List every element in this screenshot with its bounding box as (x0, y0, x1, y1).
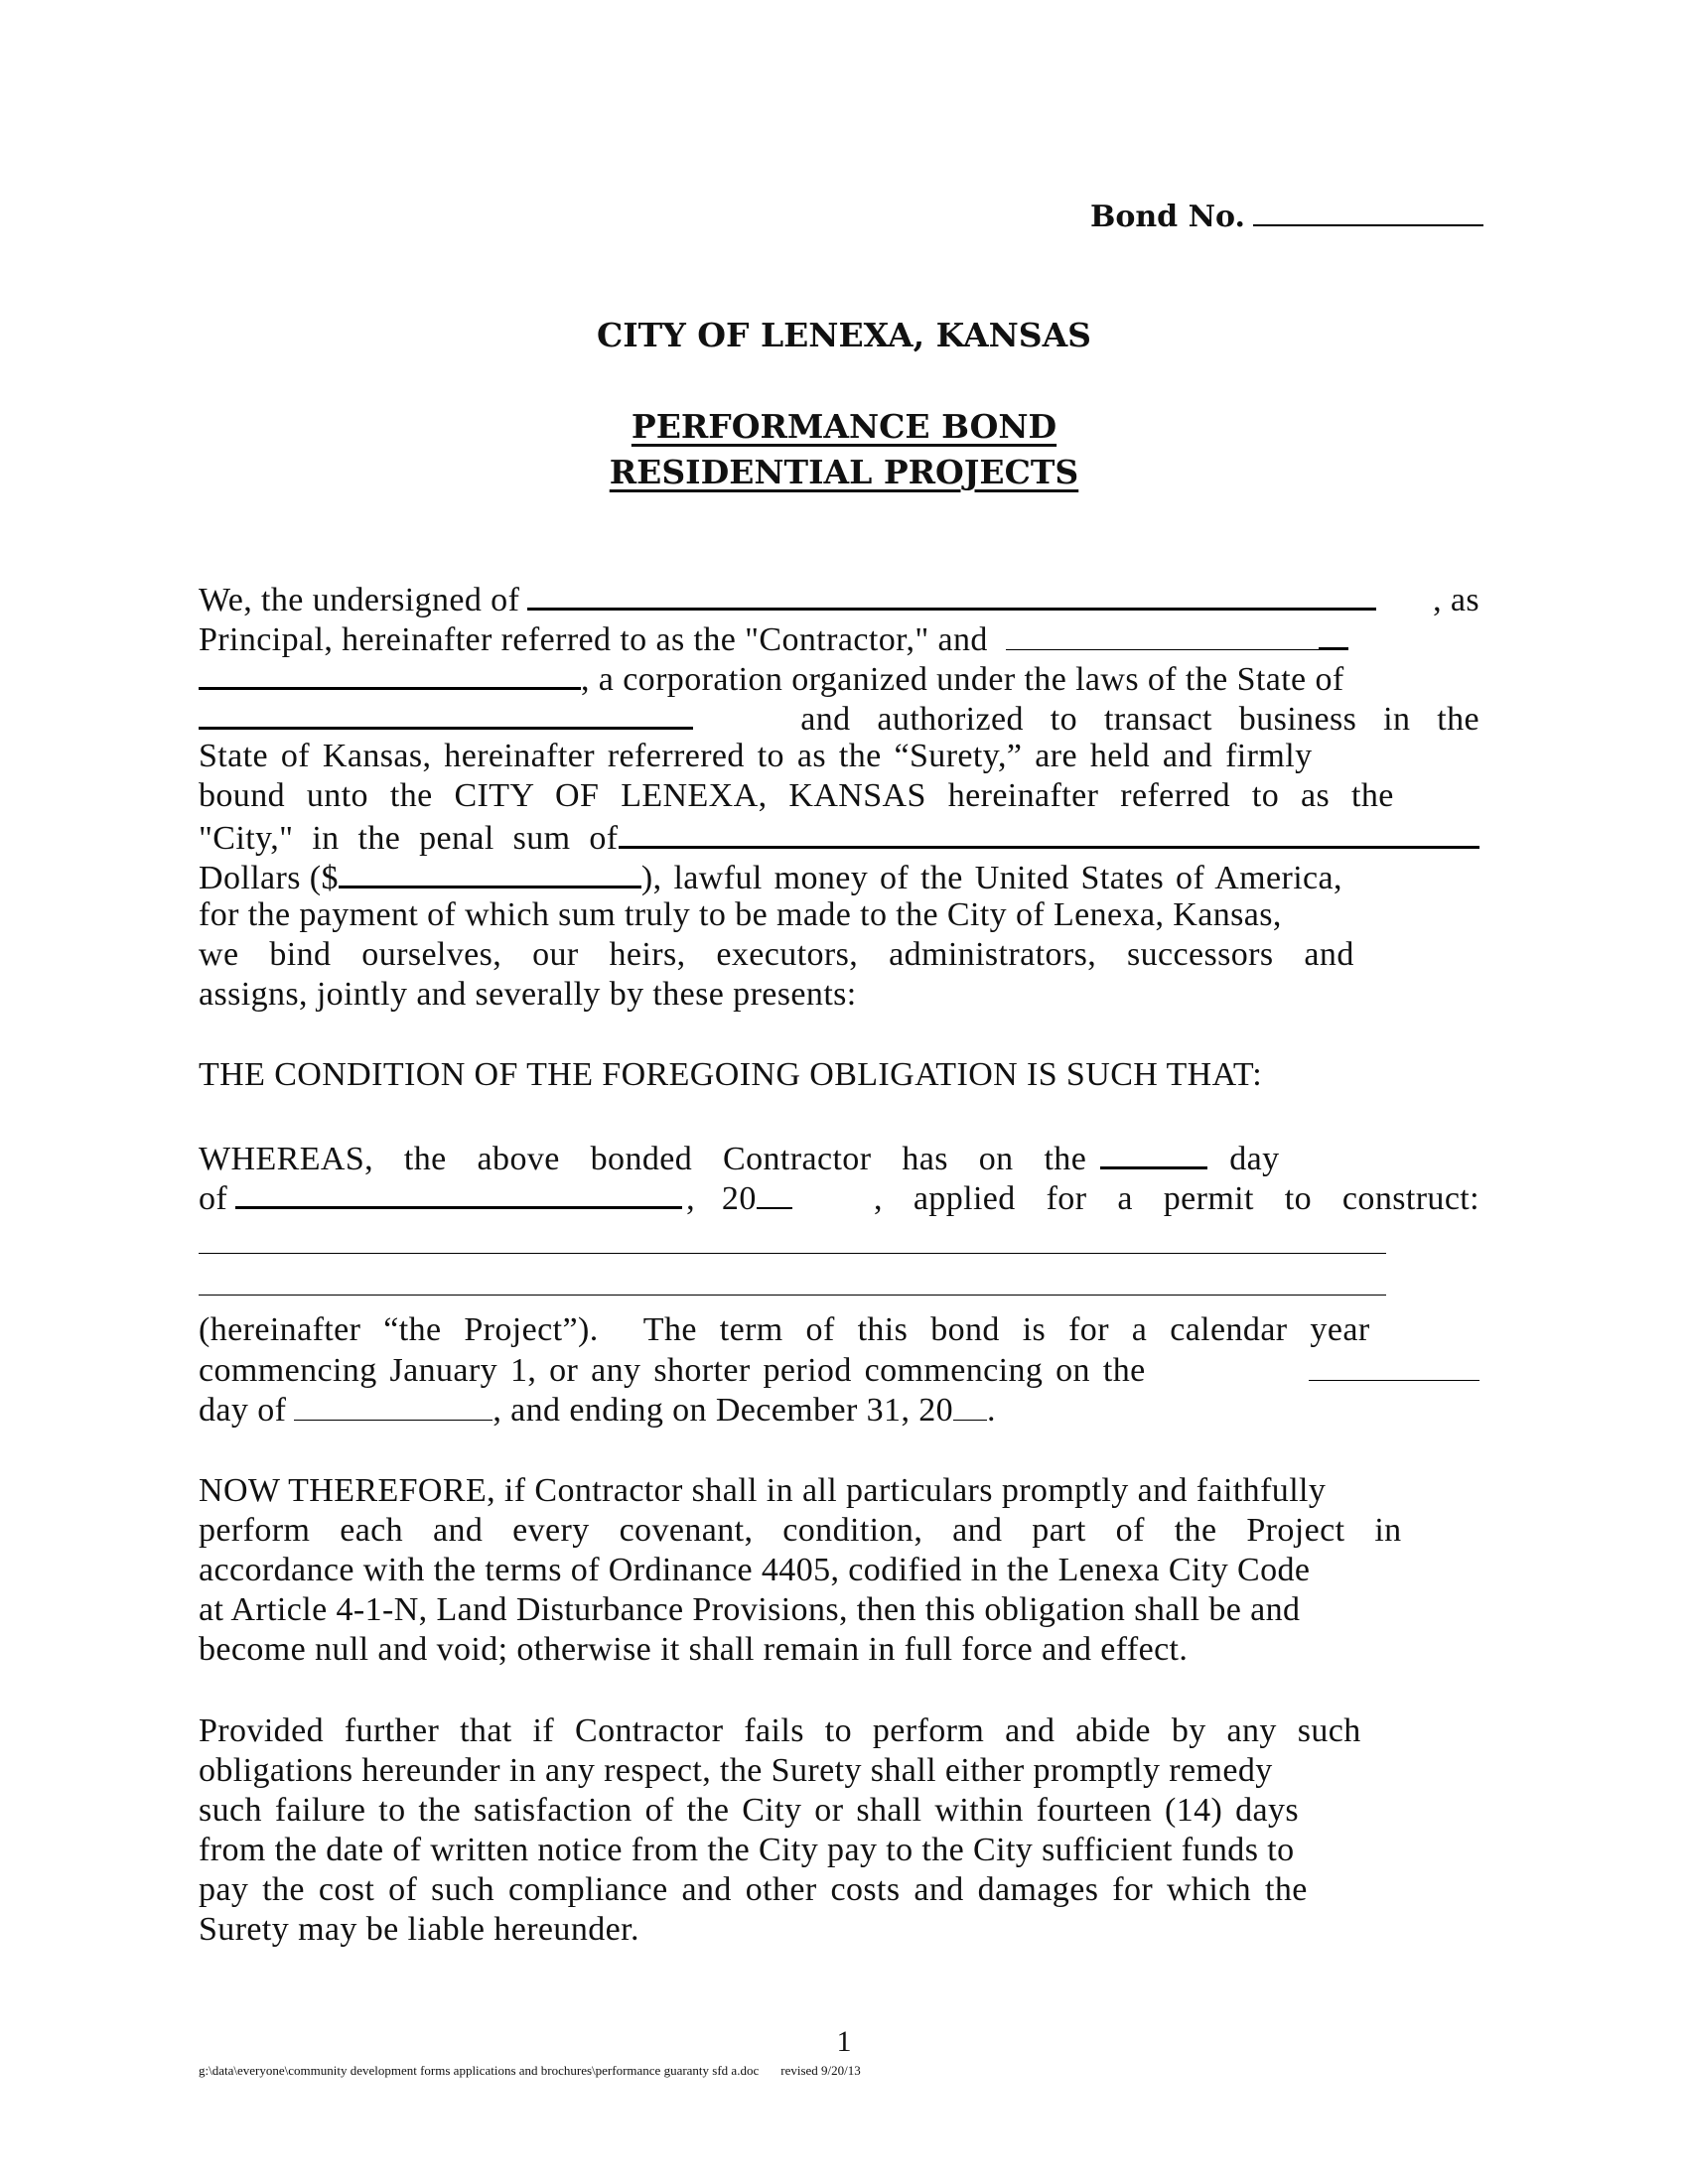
now-therefore-line5 (199, 1630, 1479, 1670)
city-title: CITY OF LENEXA, KANSAS (596, 316, 1092, 354)
text: perform each and every covenant, condition, and part of the Project in (199, 1512, 1402, 1549)
bond-number (1090, 197, 1483, 234)
text: , applied for a permit to construct: (874, 1180, 1479, 1217)
now-therefore-line2 (199, 1511, 1479, 1551)
text: , 20 (686, 1180, 757, 1217)
text: ), lawful money of the United States of America, (640, 860, 1342, 896)
text: , as (1433, 582, 1479, 618)
text: from the date of written notice from the City pay to the City sufficient funds to (199, 1832, 1295, 1868)
text: bound unto the CITY OF LENEXA, KANSAS hereinafter referred to as the (199, 777, 1394, 814)
surety-name-blank-c[interactable] (199, 657, 581, 690)
provided-line6 (199, 1910, 1479, 1950)
principal-name-blank[interactable] (527, 578, 1376, 611)
text: day of (199, 1392, 287, 1429)
application-day-blank[interactable] (1100, 1137, 1207, 1169)
provided-line5 (199, 1870, 1479, 1910)
text: at Article 4-1-N, Land Disturbance Provisions, then this obligation shall be and (199, 1591, 1301, 1628)
penal-sum-words-blank[interactable] (619, 816, 1479, 849)
text: such failure to the satisfaction of the City or shall within fourteen (14) days (199, 1792, 1300, 1829)
term-start-day-blank[interactable] (1309, 1350, 1479, 1381)
para1-line5 (199, 737, 1479, 776)
text: Provided further that if Contractor fails to perform and abide by any such (199, 1712, 1361, 1749)
whereas-line1 (199, 1137, 1479, 1176)
application-month-blank[interactable] (235, 1176, 682, 1209)
document-title-line2: RESIDENTIAL PROJECTS (609, 453, 1079, 491)
para1-line1 (199, 578, 1479, 617)
term-end-year-blank[interactable] (953, 1390, 987, 1421)
para1-line7 (199, 816, 1479, 856)
penal-sum-amount-blank[interactable] (339, 856, 641, 888)
now-therefore-line4 (199, 1590, 1479, 1630)
text: Dollars ($ (199, 860, 339, 896)
text: "City," in the penal sum of (199, 820, 619, 857)
application-year-blank[interactable] (757, 1177, 792, 1209)
text: . (987, 1392, 996, 1429)
para1-line6 (199, 776, 1479, 816)
text: State of Kansas, hereinafter referrered to as the “Surety,” are held and firmly (199, 738, 1313, 774)
para1-line11 (199, 975, 1479, 1015)
term-start-month-blank[interactable] (294, 1390, 492, 1421)
text: for the payment of which sum truly to be made to the City of Lenexa, Kansas, (199, 896, 1282, 933)
text: We, the undersigned of (199, 582, 520, 618)
text: , a corporation organized under the laws of the State of (581, 661, 1344, 698)
file-path: g:\data\everyone\community development forms applications and brochures\performance guaranty sfd a.doc (199, 2063, 760, 2078)
para1-line4 (199, 697, 1479, 737)
text: (hereinafter “the Project”). The term of this bond is for a calendar year (199, 1311, 1370, 1348)
para1-line10 (199, 935, 1479, 975)
para1-line9 (199, 895, 1479, 935)
bond-no-blank[interactable] (1253, 197, 1483, 226)
surety-name-blank-a[interactable] (1006, 619, 1319, 650)
term-line2 (199, 1350, 1479, 1390)
text: WHEREAS, the above bonded Contractor has on the (199, 1141, 1087, 1177)
text: Surety may be liable hereunder. (199, 1911, 639, 1948)
text: assigns, jointly and severally by these presents: (199, 976, 857, 1013)
text: become null and void; otherwise it shall remain in full force and effect. (199, 1631, 1189, 1668)
provided-line1 (199, 1711, 1479, 1751)
text: and authorized to transact business in the (800, 701, 1479, 738)
text: day (1229, 1141, 1280, 1177)
document-title-line1: PERFORMANCE BOND (631, 407, 1057, 446)
para1-line2 (199, 617, 1479, 657)
whereas-line2 (199, 1176, 1479, 1216)
now-therefore-line3 (199, 1551, 1479, 1590)
text: we bind ourselves, our heirs, executors, administrators, successors and (199, 936, 1354, 973)
surety-name-blank-b[interactable] (1319, 617, 1348, 650)
term-line1 (199, 1310, 1479, 1350)
text: , and ending on December 31, 20 (492, 1392, 954, 1429)
provided-line4 (199, 1831, 1479, 1870)
term-line3 (199, 1390, 1479, 1430)
para1-line3 (199, 657, 1479, 697)
page-number: 1 (836, 2025, 852, 2058)
bond-no-label: Bond No. (1090, 200, 1245, 234)
project-description-line-1[interactable] (199, 1253, 1386, 1254)
provided-line3 (199, 1791, 1479, 1831)
text: obligations hereunder in any respect, the Surety shall either promptly remedy (199, 1752, 1273, 1789)
text: THE CONDITION OF THE FOREGOING OBLIGATION IS SUCH THAT: (199, 1056, 1263, 1093)
condition-heading (199, 1055, 1479, 1095)
text: Principal, hereinafter referred to as the "Contractor," and (199, 621, 988, 658)
text: accordance with the terms of Ordinance 4405, codified in the Lenexa City Code (199, 1552, 1311, 1588)
project-description-line-2[interactable] (199, 1295, 1386, 1296)
state-of-incorporation-blank[interactable] (199, 697, 693, 730)
text: of (199, 1180, 228, 1217)
text: commencing January 1, or any shorter period commencing on the (199, 1352, 1146, 1389)
now-therefore-line1 (199, 1471, 1479, 1511)
footer (199, 2063, 861, 2079)
para1-line8 (199, 856, 1479, 895)
revision-date: revised 9/20/13 (780, 2063, 861, 2078)
text: NOW THEREFORE, if Contractor shall in all particulars promptly and faithfully (199, 1472, 1327, 1509)
provided-line2 (199, 1751, 1479, 1791)
text: pay the cost of such compliance and other costs and damages for which the (199, 1871, 1308, 1908)
